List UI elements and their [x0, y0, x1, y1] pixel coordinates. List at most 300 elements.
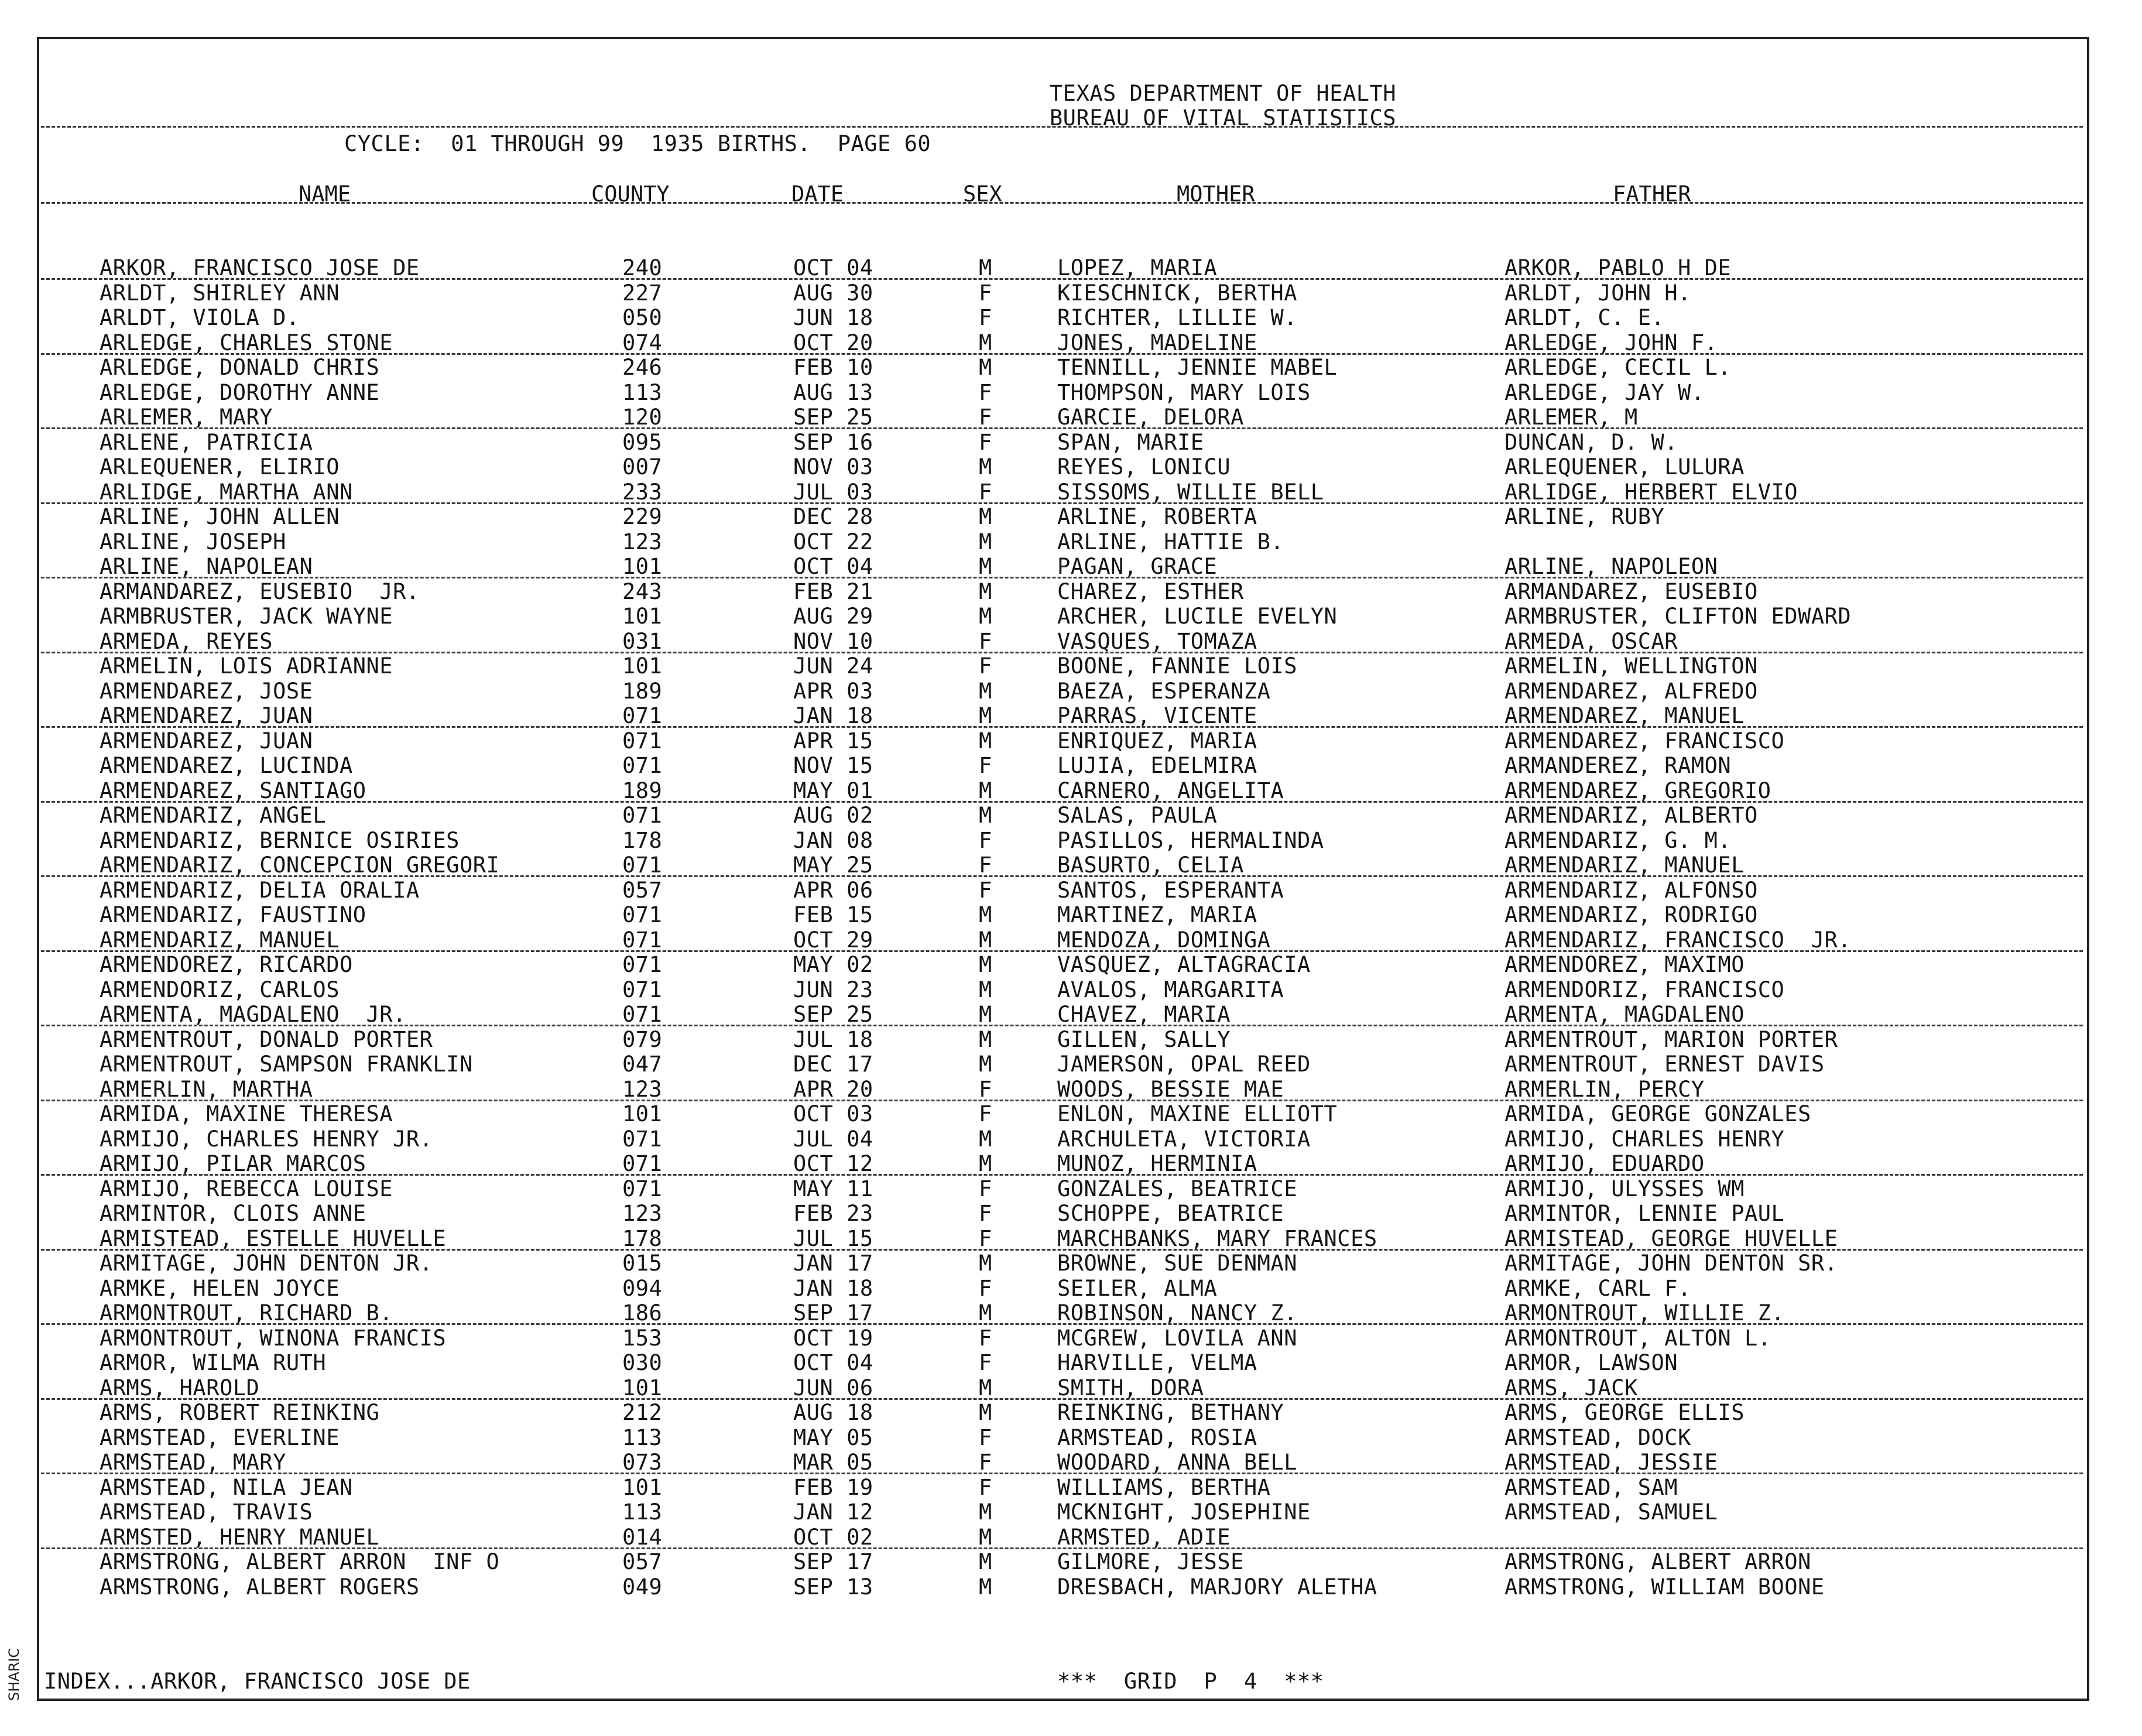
report-title-department: TEXAS DEPARTMENT OF HEALTH	[1049, 81, 1397, 106]
cell-father: ARMOR, LAWSON	[1504, 1350, 1678, 1375]
table-row	[0, 629, 2142, 654]
cell-sex: F	[979, 1201, 992, 1226]
row-separator	[41, 577, 2083, 578]
cell-sex: F	[979, 653, 992, 679]
cell-sex: M	[979, 604, 992, 629]
cell-county: 071	[622, 1002, 663, 1027]
cell-county: 123	[622, 1076, 663, 1102]
cell-date: OCT 20	[793, 330, 873, 355]
cell-father: ARMSTEAD, JESSIE	[1504, 1450, 1718, 1475]
cell-county: 227	[622, 280, 663, 306]
cell-county: 071	[622, 1151, 663, 1176]
table-row	[0, 1426, 2142, 1450]
column-header-name: NAME	[299, 182, 351, 207]
table-row	[0, 1301, 2142, 1326]
table-row	[0, 1127, 2142, 1152]
cell-mother: SMITH, DORA	[1057, 1375, 1204, 1401]
cell-date: NOV 10	[793, 628, 873, 654]
cell-father: ARMSTRONG, WILLIAM BOONE	[1504, 1574, 1825, 1600]
cell-sex: M	[979, 778, 992, 803]
cell-name: ARMSTEAD, TRAVIS	[100, 1499, 313, 1525]
table-row	[0, 704, 2142, 728]
table-row	[0, 953, 2142, 977]
cell-county: 113	[622, 1499, 663, 1525]
cell-county: 101	[622, 554, 663, 579]
cell-date: JUN 23	[793, 977, 873, 1002]
cell-date: APR 06	[793, 877, 873, 903]
table-row	[0, 1401, 2142, 1425]
cell-mother: SCHOPPE, BEATRICE	[1057, 1201, 1284, 1226]
cell-name: ARLEDGE, CHARLES STONE	[100, 330, 393, 355]
cell-sex: M	[979, 529, 992, 554]
cell-county: 120	[622, 405, 663, 430]
cell-mother: SPAN, MARIE	[1057, 429, 1204, 455]
cell-name: ARLDT, SHIRLEY ANN	[100, 280, 340, 306]
cell-father: ARLINE, NAPOLEON	[1504, 554, 1718, 579]
table-row	[0, 256, 2142, 280]
cell-county: 113	[622, 1425, 663, 1450]
cell-date: JUL 18	[793, 1026, 873, 1052]
cell-name: ARMSTEAD, EVERLINE	[100, 1425, 340, 1450]
cell-father: ARLDT, C. E.	[1504, 305, 1665, 330]
cell-sex: F	[979, 1275, 992, 1301]
cell-date: JUL 03	[793, 479, 873, 505]
cell-father: ARMENDARIZ, RODRIGO	[1504, 902, 1758, 927]
cell-date: AUG 18	[793, 1400, 873, 1425]
cell-mother: CHAREZ, ESTHER	[1057, 578, 1244, 604]
cell-mother: ARMSTED, ADIE	[1057, 1524, 1231, 1550]
cell-mother: ARCHULETA, VICTORIA	[1057, 1126, 1311, 1152]
cell-county: 113	[622, 379, 663, 405]
cell-sex: M	[979, 330, 992, 355]
cell-father: ARLEMER, M	[1504, 405, 1638, 430]
cell-sex: F	[979, 1425, 992, 1450]
cell-father: ARLINE, RUBY	[1504, 504, 1665, 529]
cell-name: ARMIDA, MAXINE THERESA	[100, 1101, 393, 1126]
cell-father: ARMSTEAD, SAM	[1504, 1474, 1678, 1500]
table-row	[0, 1550, 2142, 1574]
cell-sex: F	[979, 1101, 992, 1126]
table-row	[0, 928, 2142, 953]
cell-father: ARMSTEAD, DOCK	[1504, 1425, 1691, 1450]
cell-date: AUG 13	[793, 379, 873, 405]
cell-mother: BOONE, FANNIE LOIS	[1057, 653, 1297, 679]
table-row	[0, 1177, 2142, 1201]
cell-date: OCT 03	[793, 1101, 873, 1126]
cell-father: ARLIDGE, HERBERT ELVIO	[1504, 479, 1798, 505]
cell-mother: AVALOS, MARGARITA	[1057, 977, 1284, 1002]
cell-father: ARMENDORIZ, FRANCISCO	[1504, 977, 1785, 1002]
cell-mother: DRESBACH, MARJORY ALETHA	[1057, 1574, 1377, 1600]
cell-date: DEC 17	[793, 1052, 873, 1077]
cell-father: ARKOR, PABLO H DE	[1504, 255, 1732, 280]
cell-sex: M	[979, 678, 992, 704]
table-row	[0, 355, 2142, 380]
cell-name: ARMSTED, HENRY MANUEL	[100, 1524, 380, 1550]
cell-name: ARLDT, VIOLA D.	[100, 305, 300, 330]
cell-date: AUG 02	[793, 803, 873, 828]
table-row	[0, 1525, 2142, 1550]
cell-name: ARMSTEAD, NILA JEAN	[100, 1474, 353, 1500]
cell-county: 123	[622, 1201, 663, 1226]
cell-name: ARMANDAREZ, EUSEBIO JR.	[100, 578, 420, 604]
cell-father: ARMEDA, OSCAR	[1504, 628, 1678, 654]
table-row	[0, 1376, 2142, 1401]
cell-name: ARMEDA, REYES	[100, 628, 273, 654]
cell-sex: M	[979, 255, 992, 280]
cell-date: NOV 15	[793, 753, 873, 778]
cell-mother: ENRIQUEZ, MARIA	[1057, 728, 1257, 754]
cell-sex: M	[979, 1300, 992, 1326]
row-separator	[41, 1174, 2083, 1176]
cell-mother: WOODS, BESSIE MAE	[1057, 1076, 1284, 1102]
cell-mother: MCGREW, LOVILA ANN	[1057, 1325, 1297, 1351]
cell-county: 014	[622, 1524, 663, 1550]
cell-date: MAY 25	[793, 852, 873, 878]
cell-sex: F	[979, 305, 992, 330]
table-row	[0, 554, 2142, 579]
table-row	[0, 654, 2142, 679]
cell-date: MAY 02	[793, 952, 873, 977]
column-header-mother: MOTHER	[1177, 182, 1255, 207]
cell-county: 030	[622, 1350, 663, 1375]
table-row	[0, 430, 2142, 455]
cell-sex: M	[979, 977, 992, 1002]
cell-sex: M	[979, 1524, 992, 1550]
table-row	[0, 1500, 2142, 1525]
cell-mother: GILMORE, JESSE	[1057, 1549, 1244, 1574]
cell-county: 050	[622, 305, 663, 330]
cell-name: ARMENDARIZ, BERNICE OSIRIES	[100, 827, 460, 853]
cell-father: ARMIJO, EDUARDO	[1504, 1151, 1705, 1176]
table-row	[0, 754, 2142, 778]
cell-date: OCT 19	[793, 1325, 873, 1351]
table-row	[0, 405, 2142, 430]
cell-county: 189	[622, 778, 663, 803]
cell-county: 071	[622, 952, 663, 977]
cell-father: ARMENTA, MAGDALENO	[1504, 1002, 1745, 1027]
cell-sex: M	[979, 1549, 992, 1574]
cell-date: MAY 11	[793, 1176, 873, 1201]
cell-date: APR 03	[793, 678, 873, 704]
table-row	[0, 729, 2142, 754]
cell-date: APR 15	[793, 728, 873, 754]
column-header-county: COUNTY	[591, 182, 670, 207]
table-row	[0, 1077, 2142, 1102]
cell-father: ARMENDARIZ, ALFONSO	[1504, 877, 1758, 903]
cell-sex: M	[979, 1574, 992, 1600]
cell-father: ARMENDARIZ, FRANCISCO JR.	[1504, 927, 1852, 953]
cell-county: 079	[622, 1026, 663, 1052]
cell-sex: F	[979, 1474, 992, 1500]
cell-father: ARLEDGE, JAY W.	[1504, 379, 1705, 405]
cell-sex: M	[979, 355, 992, 380]
row-separator	[41, 278, 2083, 280]
cell-mother: THOMPSON, MARY LOIS	[1057, 379, 1311, 405]
cell-name: ARMKE, HELEN JOYCE	[100, 1275, 340, 1301]
table-row	[0, 1052, 2142, 1077]
table-row	[0, 1475, 2142, 1500]
cell-county: 071	[622, 852, 663, 878]
cell-name: ARMONTROUT, RICHARD B.	[100, 1300, 393, 1326]
cell-name: ARLIDGE, MARTHA ANN	[100, 479, 353, 505]
cell-sex: M	[979, 1400, 992, 1425]
cell-county: 007	[622, 454, 663, 480]
cell-sex: F	[979, 1325, 992, 1351]
rule-under-header	[41, 202, 2083, 204]
cell-mother: ARMSTEAD, ROSIA	[1057, 1425, 1257, 1450]
table-row	[0, 281, 2142, 306]
cell-name: ARLINE, JOSEPH	[100, 529, 286, 554]
cell-county: 049	[622, 1574, 663, 1600]
cell-mother: TENNILL, JENNIE MABEL	[1057, 355, 1338, 380]
cell-date: NOV 03	[793, 454, 873, 480]
cell-county: 031	[622, 628, 663, 654]
footer-index: INDEX...ARKOR, FRANCISCO JOSE DE	[44, 1669, 471, 1694]
cell-mother: CHAVEZ, MARIA	[1057, 1002, 1231, 1027]
cell-mother: ARLINE, ROBERTA	[1057, 504, 1257, 529]
cell-county: 071	[622, 753, 663, 778]
cell-mother: KIESCHNICK, BERTHA	[1057, 280, 1297, 306]
cell-father: ARMERLIN, PERCY	[1504, 1076, 1705, 1102]
cell-date: DEC 28	[793, 504, 873, 529]
cell-date: JUL 15	[793, 1225, 873, 1251]
cell-sex: M	[979, 554, 992, 579]
cell-mother: GARCIE, DELORA	[1057, 405, 1244, 430]
cell-mother: VASQUES, TOMAZA	[1057, 628, 1257, 654]
cell-mother: LUJIA, EDELMIRA	[1057, 753, 1257, 778]
cell-father: ARMBRUSTER, CLIFTON EDWARD	[1504, 604, 1852, 629]
cell-county: 240	[622, 255, 663, 280]
cell-mother: ROBINSON, NANCY Z.	[1057, 1300, 1297, 1326]
cell-name: ARLINE, NAPOLEAN	[100, 554, 313, 579]
cell-sex: F	[979, 280, 992, 306]
cell-date: OCT 04	[793, 1350, 873, 1375]
cell-county: 189	[622, 678, 663, 704]
table-row	[0, 530, 2142, 554]
cell-sex: F	[979, 628, 992, 654]
cell-date: SEP 25	[793, 405, 873, 430]
cell-mother: JAMERSON, OPAL REED	[1057, 1052, 1311, 1077]
cell-date: OCT 04	[793, 255, 873, 280]
table-row	[0, 828, 2142, 853]
cell-county: 101	[622, 1474, 663, 1500]
cell-sex: M	[979, 1126, 992, 1152]
cell-father: ARMENDOREZ, MAXIMO	[1504, 952, 1745, 977]
cell-mother: MCKNIGHT, JOSEPHINE	[1057, 1499, 1311, 1525]
table-row	[0, 1102, 2142, 1126]
cell-father: ARMONTROUT, ALTON L.	[1504, 1325, 1771, 1351]
cell-county: 057	[622, 1549, 663, 1574]
cell-county: 123	[622, 529, 663, 554]
cell-father: ARLEDGE, CECIL L.	[1504, 355, 1732, 380]
cell-name: ARMENDAREZ, JUAN	[100, 728, 313, 754]
table-row	[0, 903, 2142, 927]
cell-father: ARMITAGE, JOHN DENTON SR.	[1504, 1251, 1838, 1276]
cell-date: OCT 02	[793, 1524, 873, 1550]
table-row	[0, 580, 2142, 604]
cell-county: 243	[622, 578, 663, 604]
cell-date: SEP 17	[793, 1300, 873, 1326]
row-separator	[41, 1323, 2083, 1325]
cell-name: ARMENDARIZ, DELIA ORALIA	[100, 877, 420, 903]
cell-mother: JONES, MADELINE	[1057, 330, 1257, 355]
cell-name: ARMISTEAD, ESTELLE HUVELLE	[100, 1225, 447, 1251]
cell-name: ARMENTROUT, DONALD PORTER	[100, 1026, 433, 1052]
table-row	[0, 455, 2142, 480]
cell-date: SEP 16	[793, 429, 873, 455]
cell-name: ARMS, ROBERT REINKING	[100, 1400, 380, 1425]
cell-sex: M	[979, 454, 992, 480]
cell-name: ARMENDAREZ, SANTIAGO	[100, 778, 366, 803]
cell-sex: M	[979, 803, 992, 828]
cell-name: ARMENDORIZ, CARLOS	[100, 977, 340, 1002]
cell-father: ARMIJO, CHARLES HENRY	[1504, 1126, 1785, 1152]
table-row	[0, 1276, 2142, 1301]
cell-county: 186	[622, 1300, 663, 1326]
cell-county: 071	[622, 728, 663, 754]
cell-father: ARLEDGE, JOHN F.	[1504, 330, 1718, 355]
cell-sex: M	[979, 927, 992, 953]
table-row	[0, 1028, 2142, 1052]
cell-county: 153	[622, 1325, 663, 1351]
cell-mother: CARNERO, ANGELITA	[1057, 778, 1284, 803]
table-row	[0, 1326, 2142, 1351]
cell-father: ARMENDAREZ, ALFREDO	[1504, 678, 1758, 704]
cell-mother: BASURTO, CELIA	[1057, 852, 1244, 878]
cell-name: ARKOR, FRANCISCO JOSE DE	[100, 255, 420, 280]
cell-mother: SALAS, PAULA	[1057, 803, 1218, 828]
table-row	[0, 1575, 2142, 1600]
cell-name: ARMIJO, PILAR MARCOS	[100, 1151, 366, 1176]
cell-county: 101	[622, 1101, 663, 1126]
cell-name: ARMENTROUT, SAMPSON FRANKLIN	[100, 1052, 473, 1077]
cell-county: 246	[622, 355, 663, 380]
cell-county: 071	[622, 703, 663, 728]
cell-county: 094	[622, 1275, 663, 1301]
table-row	[0, 1450, 2142, 1475]
cell-father: ARMENTROUT, ERNEST DAVIS	[1504, 1052, 1825, 1077]
cell-father: ARMSTRONG, ALBERT ARRON	[1504, 1549, 1811, 1574]
cell-county: 047	[622, 1052, 663, 1077]
cell-sex: F	[979, 1076, 992, 1102]
cell-name: ARMENDAREZ, JUAN	[100, 703, 313, 728]
rule-under-title	[41, 126, 2083, 128]
cell-mother: PASILLOS, HERMALINDA	[1057, 827, 1324, 853]
cell-sex: M	[979, 1052, 992, 1077]
footer-grid: *** GRID P 4 ***	[1057, 1669, 1324, 1694]
cell-sex: F	[979, 379, 992, 405]
table-row	[0, 978, 2142, 1002]
cell-date: MAY 05	[793, 1425, 873, 1450]
table-row	[0, 1201, 2142, 1226]
cell-date: FEB 15	[793, 902, 873, 927]
table-row	[0, 1002, 2142, 1027]
cell-date: MAR 05	[793, 1450, 873, 1475]
cell-county: 057	[622, 877, 663, 903]
cell-mother: ARLINE, HATTIE B.	[1057, 529, 1284, 554]
cell-name: ARLINE, JOHN ALLEN	[100, 504, 340, 529]
cell-county: 101	[622, 1375, 663, 1401]
cell-name: ARMENDARIZ, CONCEPCION GREGORI	[100, 852, 500, 878]
cell-name: ARMENDAREZ, LUCINDA	[100, 753, 353, 778]
table-row	[0, 306, 2142, 330]
cell-name: ARMSTRONG, ALBERT ARRON INF O	[100, 1549, 500, 1574]
table-row	[0, 480, 2142, 505]
cell-mother: BROWNE, SUE DENMAN	[1057, 1251, 1297, 1276]
cell-sex: M	[979, 902, 992, 927]
cell-name: ARMENDOREZ, RICARDO	[100, 952, 353, 977]
cell-date: JAN 08	[793, 827, 873, 853]
cell-name: ARMENTA, MAGDALENO JR.	[100, 1002, 406, 1027]
row-separator	[41, 1025, 2083, 1026]
cell-sex: M	[979, 728, 992, 754]
column-header-date: DATE	[791, 182, 844, 207]
cell-name: ARLEMER, MARY	[100, 405, 273, 430]
cell-county: 071	[622, 977, 663, 1002]
cell-father: ARMENDAREZ, MANUEL	[1504, 703, 1745, 728]
cell-date: JUN 24	[793, 653, 873, 679]
cell-name: ARMENDARIZ, MANUEL	[100, 927, 340, 953]
cell-date: SEP 13	[793, 1574, 873, 1600]
cell-date: JUN 06	[793, 1375, 873, 1401]
cell-county: 071	[622, 902, 663, 927]
cell-father: ARMENDAREZ, FRANCISCO	[1504, 728, 1785, 754]
cell-mother: MENDOZA, DOMINGA	[1057, 927, 1271, 953]
cell-mother: SISSOMS, WILLIE BELL	[1057, 479, 1324, 505]
cell-date: OCT 29	[793, 927, 873, 953]
column-header-father: FATHER	[1613, 182, 1691, 207]
cell-date: OCT 04	[793, 554, 873, 579]
table-row	[0, 853, 2142, 878]
cell-father: ARMINTOR, LENNIE PAUL	[1504, 1201, 1785, 1226]
cell-name: ARMIJO, REBECCA LOUISE	[100, 1176, 393, 1201]
cell-sex: F	[979, 1350, 992, 1375]
cell-name: ARLENE, PATRICIA	[100, 429, 313, 455]
cell-date: JAN 18	[793, 703, 873, 728]
cell-name: ARMELIN, LOIS ADRIANNE	[100, 653, 393, 679]
cell-date: SEP 17	[793, 1549, 873, 1574]
cell-name: ARMERLIN, MARTHA	[100, 1076, 313, 1102]
cell-name: ARLEDGE, DONALD CHRIS	[100, 355, 380, 380]
cell-name: ARMONTROUT, WINONA FRANCIS	[100, 1325, 447, 1351]
table-row	[0, 604, 2142, 629]
cell-mother: MUNOZ, HERMINIA	[1057, 1151, 1257, 1176]
cell-sex: F	[979, 1450, 992, 1475]
cell-county: 229	[622, 504, 663, 529]
table-row	[0, 779, 2142, 803]
cell-mother: BAEZA, ESPERANZA	[1057, 678, 1271, 704]
cell-name: ARMSTEAD, MARY	[100, 1450, 286, 1475]
cell-father: ARMANDEREZ, RAMON	[1504, 753, 1732, 778]
cell-father: ARMONTROUT, WILLIE Z.	[1504, 1300, 1785, 1326]
table-row	[0, 1227, 2142, 1251]
cell-name: ARMSTRONG, ALBERT ROGERS	[100, 1574, 420, 1600]
report-title-bureau: BUREAU OF VITAL STATISTICS	[1049, 105, 1397, 131]
cell-date: MAY 01	[793, 778, 873, 803]
cell-father: ARMIJO, ULYSSES WM	[1504, 1176, 1745, 1201]
cell-father: ARLEQUENER, LULURA	[1504, 454, 1745, 480]
cell-mother: WILLIAMS, BERTHA	[1057, 1474, 1271, 1500]
row-separator	[41, 1473, 2083, 1474]
cell-mother: SANTOS, ESPERANTA	[1057, 877, 1284, 903]
table-row	[0, 1351, 2142, 1375]
cell-county: 101	[622, 604, 663, 629]
cell-date: JUN 18	[793, 305, 873, 330]
cell-date: OCT 12	[793, 1151, 873, 1176]
cell-mother: GONZALES, BEATRICE	[1057, 1176, 1297, 1201]
cell-date: JUL 04	[793, 1126, 873, 1152]
